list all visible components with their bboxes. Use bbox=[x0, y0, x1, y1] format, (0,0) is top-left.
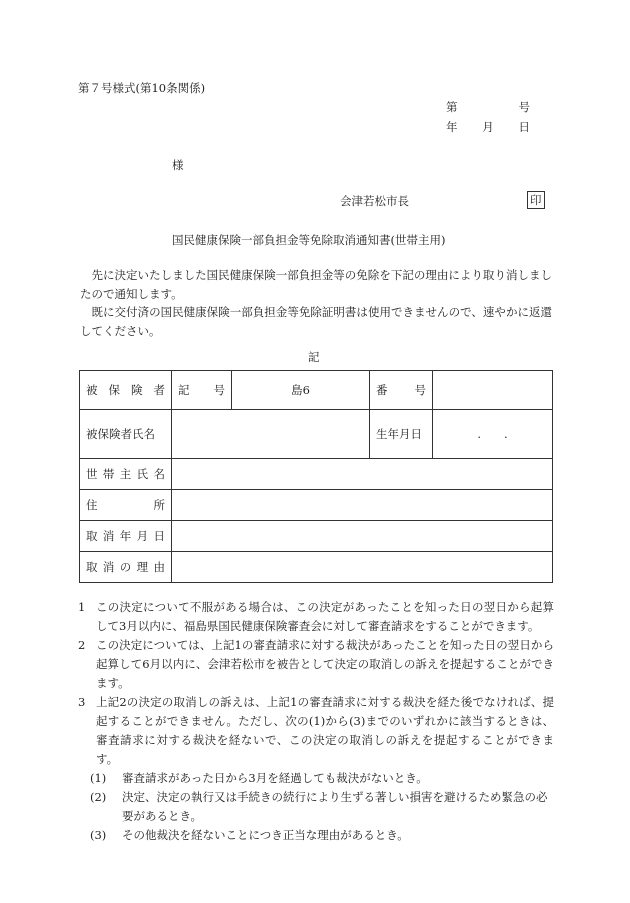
table-row bbox=[80, 521, 553, 552]
sub-note-item: (3) その他裁決を経ないことにつき正当な理由があるとき。 bbox=[90, 828, 409, 842]
table-row bbox=[80, 459, 553, 490]
form-number: 第７号様式(第10条関係) bbox=[78, 81, 206, 95]
householder-name-label: 世 帯 主 氏 名 bbox=[80, 459, 172, 490]
notes-section bbox=[78, 598, 554, 845]
date-month: 月 bbox=[482, 120, 494, 134]
seal-mark: 印 bbox=[527, 191, 545, 209]
number-label: 番 号 bbox=[370, 371, 433, 410]
cancel-reason-label: 取 消 の 理 由 bbox=[80, 552, 172, 583]
doc-number-suffix: 号 bbox=[518, 100, 530, 114]
symbol-value: 島6 bbox=[232, 371, 370, 410]
date-day: 日 bbox=[518, 120, 530, 134]
cancel-reason-value bbox=[172, 552, 553, 583]
date-year: 年 bbox=[446, 120, 458, 134]
cancel-date-label: 取 消 年 月 日 bbox=[80, 521, 172, 552]
address-label: 住 所 bbox=[80, 490, 172, 521]
birthdate-value: . . bbox=[433, 410, 553, 459]
table-row bbox=[80, 410, 553, 459]
sub-note-item: (2) 決定、決定の執行又は手続きの続行により生ずる著しい損害を避けるため緊急の必要があるとき。 bbox=[90, 790, 548, 823]
number-value bbox=[433, 371, 553, 410]
insured-label: 被 保 険 者 bbox=[80, 371, 172, 410]
doc-number-prefix: 第 bbox=[446, 100, 458, 114]
note-item: 3 上記2の決定の取消しの訴えは、上記1の審査請求に対する裁決を経た後でなければ、提起することができません。ただし、次の(1)から(3)までのいずれかに該当するときは、審査請求に対する裁決を経ないで、この決定の取消しの訴えを提起することができます。 bbox=[78, 695, 554, 766]
ki-heading: 記 bbox=[308, 350, 320, 364]
document-title: 国民健康保険一部負担金等免除取消通知書(世帯主用) bbox=[172, 233, 446, 247]
insured-name-label: 被保険者氏名 bbox=[80, 410, 172, 459]
cancel-date-value bbox=[172, 521, 553, 552]
birthdate-label: 生年月日 bbox=[370, 410, 433, 459]
issue-date bbox=[446, 119, 530, 135]
body-paragraph-2: 既に交付済の国民健康保険一部負担金等免除証明書は使用できませんので、速やかに返還してください。 bbox=[80, 305, 552, 338]
document-number bbox=[446, 99, 530, 115]
table-row bbox=[80, 371, 553, 410]
issuer-name: 会津若松市長 bbox=[340, 194, 409, 208]
note-item: 1 この決定について不服がある場合は、この決定があったことを知った日の翌日から起算して3月以内に、福島県国民健康保険審査会に対して審査請求をすることができます。 bbox=[78, 600, 554, 633]
table-row bbox=[80, 552, 553, 583]
address-value bbox=[172, 490, 553, 521]
sub-note-item: (1) 審査請求があった日から3月を経過しても裁決がないとき。 bbox=[90, 771, 428, 785]
note-item: 2 この決定については、上記1の審査請求に対する裁決があったことを知った日の翌日から起算して6月以内に、会津若松市を被告として決定の取消しの訴えを提起することができます。 bbox=[78, 638, 554, 690]
symbol-label: 記 号 bbox=[172, 371, 232, 410]
table-row bbox=[80, 490, 553, 521]
insured-name-value bbox=[172, 410, 370, 459]
addressee-honorific: 様 bbox=[172, 158, 184, 172]
body-paragraph-1: 先に決定いたしました国民健康保険一部負担金等の免除を下記の理由により取り消しましたので通知します。 bbox=[80, 268, 552, 301]
householder-name-value bbox=[172, 459, 553, 490]
insured-record-table bbox=[79, 370, 553, 583]
